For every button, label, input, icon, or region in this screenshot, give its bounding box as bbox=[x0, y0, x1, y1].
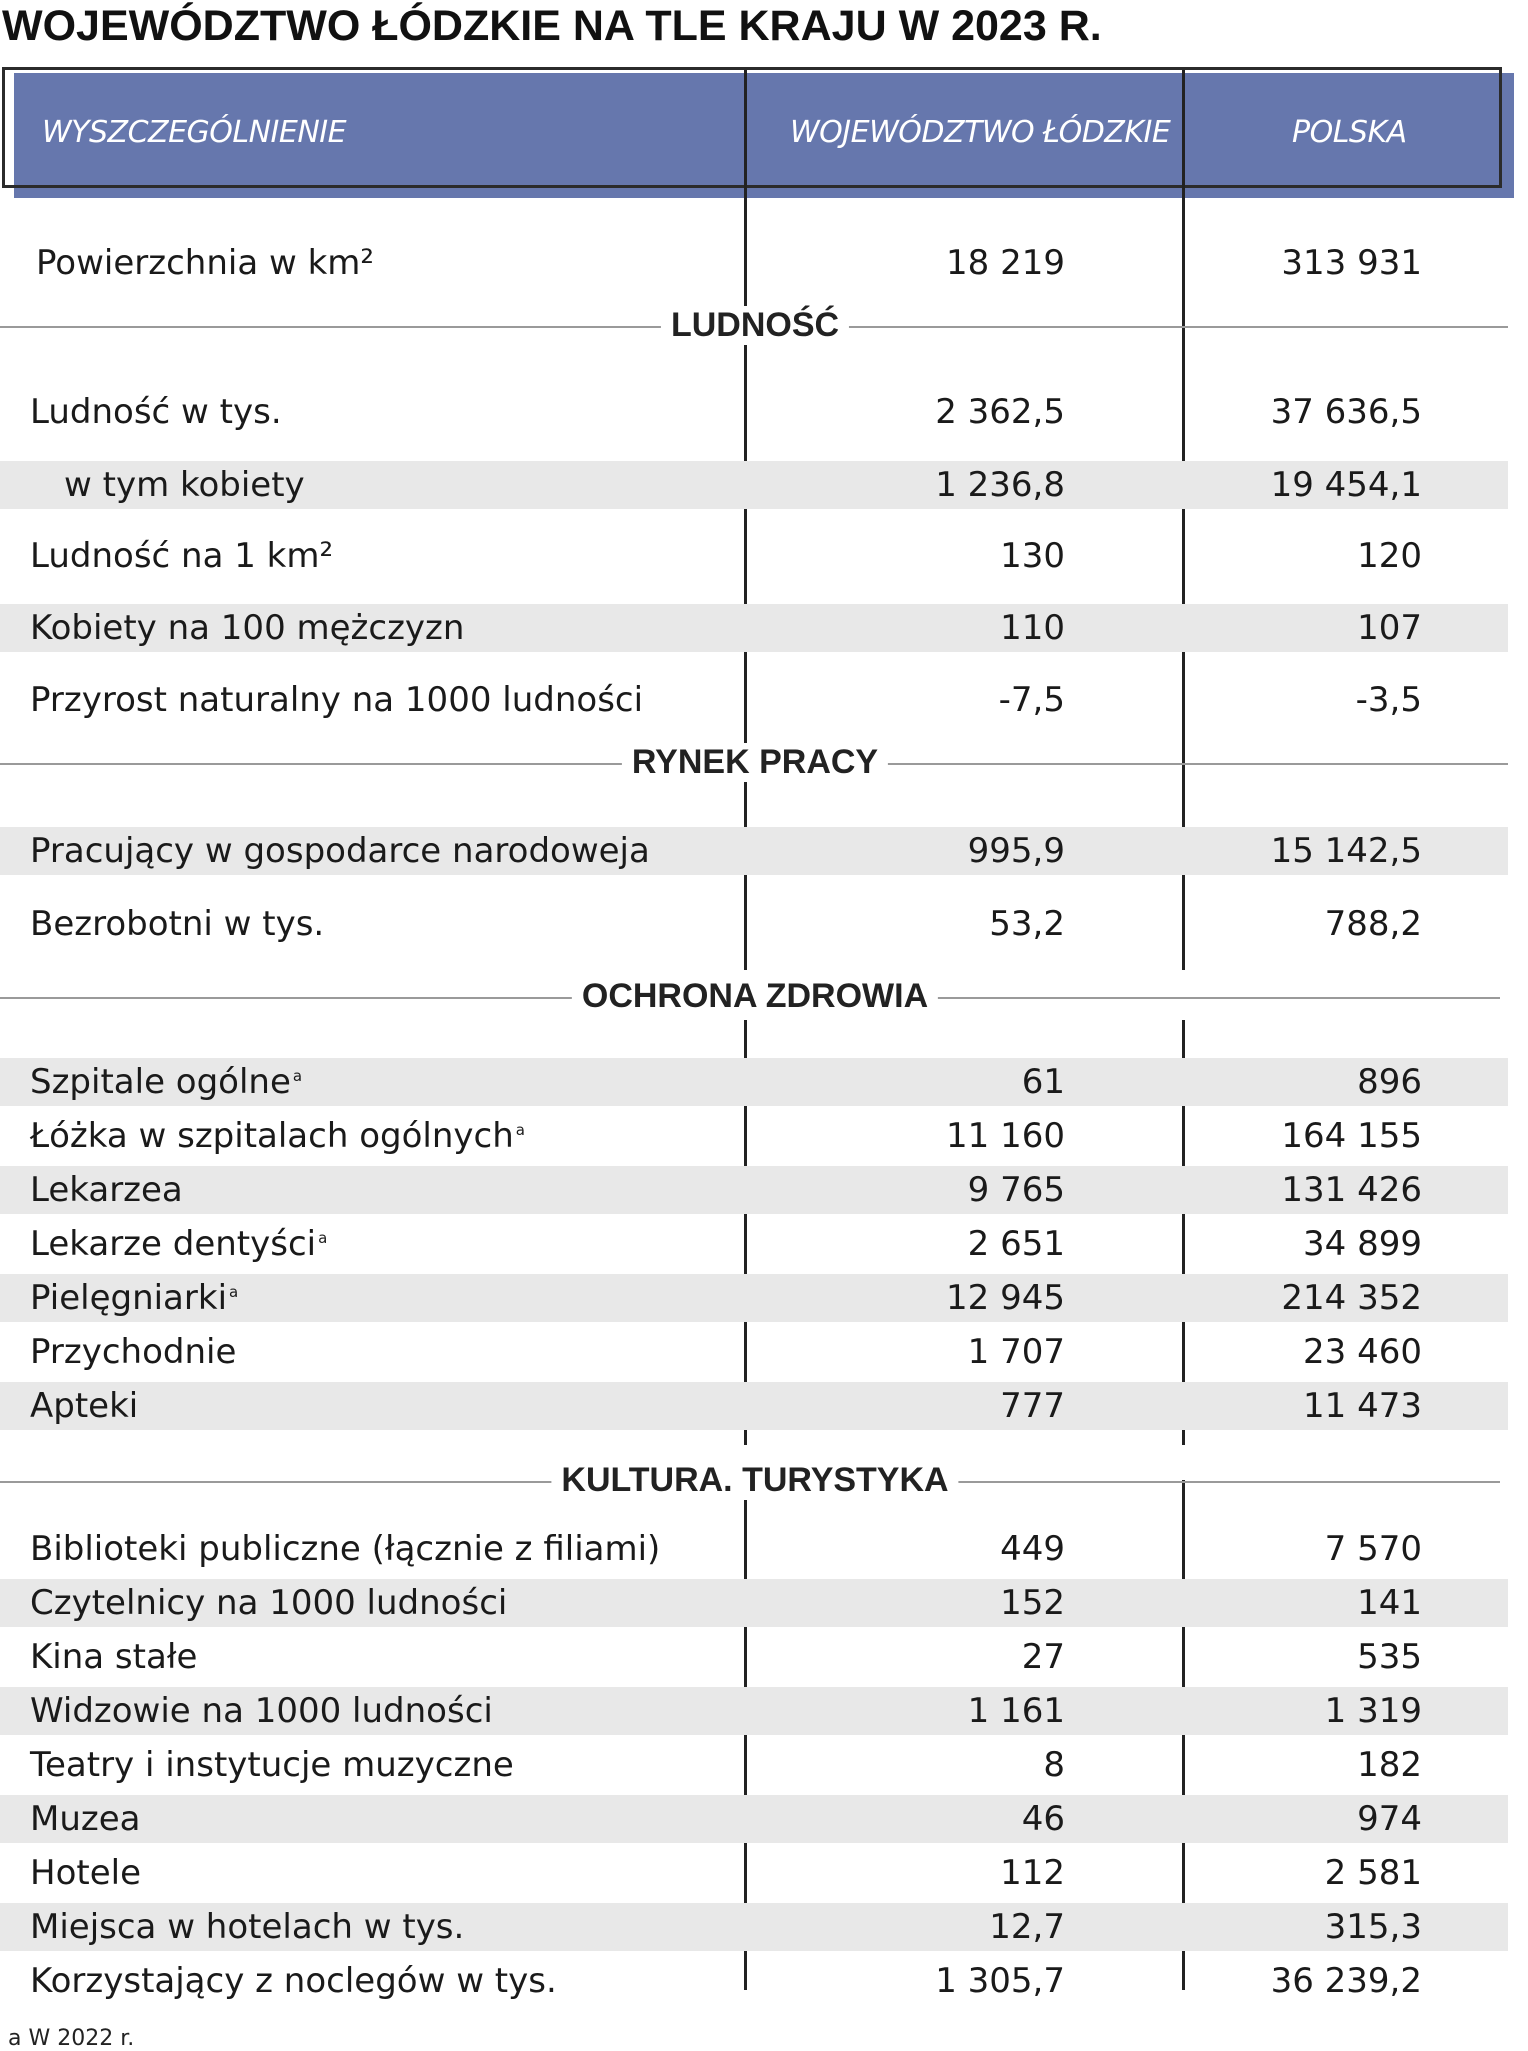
row-value-lodzkie: 18 219 bbox=[946, 243, 1065, 283]
table-row bbox=[0, 1166, 1508, 1214]
row-label: Kina stałe bbox=[30, 1637, 198, 1677]
row-value-lodzkie: 46 bbox=[1021, 1799, 1065, 1839]
table-row bbox=[0, 1633, 1508, 1681]
table-row bbox=[0, 378, 1508, 446]
table-row bbox=[0, 461, 1508, 509]
row-value-lodzkie: 1 161 bbox=[967, 1691, 1065, 1731]
row-value-lodzkie: 777 bbox=[1000, 1386, 1065, 1426]
row-value-lodzkie: 110 bbox=[1000, 608, 1065, 648]
row-value-polska: 141 bbox=[1357, 1583, 1422, 1623]
row-value-polska: -3,5 bbox=[1355, 680, 1422, 720]
row-value-polska: 164 155 bbox=[1281, 1116, 1422, 1156]
row-label: Miejsca w hotelach w tys. bbox=[30, 1907, 465, 1947]
row-value-polska: 15 142,5 bbox=[1270, 831, 1422, 871]
row-label: Powierzchnia w km² bbox=[36, 243, 375, 283]
row-value-lodzkie: 27 bbox=[1021, 1637, 1065, 1677]
row-value-lodzkie: 11 160 bbox=[946, 1116, 1065, 1156]
row-value-polska: 34 899 bbox=[1303, 1224, 1422, 1264]
row-label: Muzea bbox=[30, 1799, 141, 1839]
row-label: Bezrobotni w tys. bbox=[30, 904, 325, 944]
row-value-polska: 36 239,2 bbox=[1270, 1961, 1422, 2001]
table-row bbox=[0, 1741, 1508, 1789]
table-row bbox=[0, 1525, 1508, 1573]
row-value-polska: 313 931 bbox=[1281, 243, 1422, 283]
page-title: WOJEWÓDZTWO ŁÓDZKIE NA TLE KRAJU W 2023 R. bbox=[2, 2, 1102, 50]
footnote-marker: a bbox=[515, 1120, 525, 1139]
row-value-polska: 107 bbox=[1357, 608, 1422, 648]
row-value-lodzkie: 995,9 bbox=[967, 831, 1065, 871]
row-value-polska: 535 bbox=[1357, 1637, 1422, 1677]
table-row bbox=[0, 827, 1508, 875]
row-label: Ludność na 1 km² bbox=[30, 536, 334, 576]
row-label: Lekarze dentyści $^a$ bbox=[30, 1224, 328, 1264]
row-value-lodzkie: 12 945 bbox=[946, 1278, 1065, 1318]
row-label: Hotele bbox=[30, 1853, 141, 1893]
section-title-ludnosc: LUDNOŚĆ bbox=[661, 306, 849, 345]
row-value-lodzkie: 130 bbox=[1000, 536, 1065, 576]
row-label: Kobiety na 100 mężczyzn bbox=[30, 608, 465, 648]
row-value-polska: 11 473 bbox=[1303, 1386, 1422, 1426]
row-value-polska: 37 636,5 bbox=[1270, 392, 1422, 432]
row-value-lodzkie: 152 bbox=[1000, 1583, 1065, 1623]
footnote-marker: a bbox=[229, 1282, 239, 1301]
section-title-rynek-pracy: RYNEK PRACY bbox=[622, 743, 888, 782]
table-row bbox=[0, 1274, 1508, 1322]
section-title-ochrona-zdrowia: OCHRONA ZDROWIA bbox=[572, 977, 938, 1016]
row-value-lodzkie: 449 bbox=[1000, 1529, 1065, 1569]
row-label: Czytelnicy na 1000 ludności bbox=[30, 1583, 508, 1623]
table-row bbox=[0, 1220, 1508, 1268]
table-row bbox=[0, 1687, 1508, 1735]
row-value-lodzkie: 2 362,5 bbox=[935, 392, 1065, 432]
footnote-marker: a bbox=[318, 1228, 328, 1247]
table-row bbox=[0, 1795, 1508, 1843]
row-label: Łóżka w szpitalach ogólnych $^a$ bbox=[30, 1116, 525, 1156]
header-col-polska: POLSKA bbox=[1292, 115, 1407, 150]
header-col-lodzkie: WOJEWÓDZTWO ŁÓDZKIE bbox=[790, 115, 1171, 150]
row-label: Lekarzea bbox=[30, 1170, 183, 1210]
row-label: Przyrost naturalny na 1000 ludności bbox=[30, 680, 644, 720]
row-value-polska: 896 bbox=[1357, 1062, 1422, 1102]
row-value-polska: 182 bbox=[1357, 1745, 1422, 1785]
row-label: Pielęgniarki $^a$ bbox=[30, 1278, 239, 1318]
row-value-polska: 974 bbox=[1357, 1799, 1422, 1839]
row-value-polska: 1 319 bbox=[1324, 1691, 1422, 1731]
table-row bbox=[0, 1382, 1508, 1430]
table-row bbox=[0, 1957, 1508, 2005]
row-label: Pracujący w gospodarce narodoweja bbox=[30, 831, 650, 871]
header-col-description: WYSZCZEGÓLNIENIE bbox=[42, 115, 347, 150]
row-value-polska: 131 426 bbox=[1281, 1170, 1422, 1210]
footnote-marker: a bbox=[292, 1066, 303, 1085]
row-value-lodzkie: 1 707 bbox=[967, 1332, 1065, 1372]
section-title-kultura: KULTURA. TURYSTYKA bbox=[551, 1461, 958, 1500]
table-row bbox=[0, 1112, 1508, 1160]
table-row bbox=[0, 890, 1508, 958]
row-value-polska: 120 bbox=[1357, 536, 1422, 576]
row-value-lodzkie: 2 651 bbox=[967, 1224, 1065, 1264]
row-value-polska: 19 454,1 bbox=[1270, 465, 1422, 505]
row-label: Korzystający z noclegów w tys. bbox=[30, 1961, 557, 2001]
row-value-polska: 315,3 bbox=[1324, 1907, 1422, 1947]
row-value-lodzkie: 9 765 bbox=[967, 1170, 1065, 1210]
table-row bbox=[0, 1328, 1508, 1376]
row-value-polska: 7 570 bbox=[1324, 1529, 1422, 1569]
row-label: Przychodnie bbox=[30, 1332, 237, 1372]
row-value-lodzkie: 12,7 bbox=[989, 1907, 1065, 1947]
table-row bbox=[0, 1903, 1508, 1951]
row-value-lodzkie: 61 bbox=[1021, 1062, 1065, 1102]
row-label: Teatry i instytucje muzyczne bbox=[30, 1745, 514, 1785]
footnote: a W 2022 r. bbox=[8, 2026, 135, 2051]
row-value-polska: 214 352 bbox=[1281, 1278, 1422, 1318]
row-value-lodzkie: 53,2 bbox=[989, 904, 1065, 944]
table-row bbox=[0, 1849, 1508, 1897]
row-value-polska: 23 460 bbox=[1303, 1332, 1422, 1372]
table-row bbox=[0, 666, 1508, 734]
row-value-lodzkie: 112 bbox=[1000, 1853, 1065, 1893]
row-value-lodzkie: 1 236,8 bbox=[935, 465, 1065, 505]
table-row bbox=[0, 522, 1508, 590]
row-value-lodzkie: 8 bbox=[1043, 1745, 1065, 1785]
row-label: Biblioteki publiczne (łącznie z filiami) bbox=[30, 1529, 661, 1569]
row-label: Ludność w tys. bbox=[30, 392, 282, 432]
row-value-polska: 2 581 bbox=[1324, 1853, 1422, 1893]
row-value-lodzkie: 1 305,7 bbox=[935, 1961, 1065, 2001]
row-label: Szpitale ogólne $^a$ bbox=[30, 1062, 303, 1102]
row-label: Apteki bbox=[30, 1386, 139, 1426]
table-row bbox=[0, 604, 1508, 652]
row-label: Widzowie na 1000 ludności bbox=[30, 1691, 493, 1731]
row-label: w tym kobiety bbox=[64, 465, 305, 505]
table-row bbox=[0, 1058, 1508, 1106]
table-row bbox=[0, 230, 1508, 296]
row-value-lodzkie: -7,5 bbox=[998, 680, 1065, 720]
row-value-polska: 788,2 bbox=[1324, 904, 1422, 944]
table-row bbox=[0, 1579, 1508, 1627]
